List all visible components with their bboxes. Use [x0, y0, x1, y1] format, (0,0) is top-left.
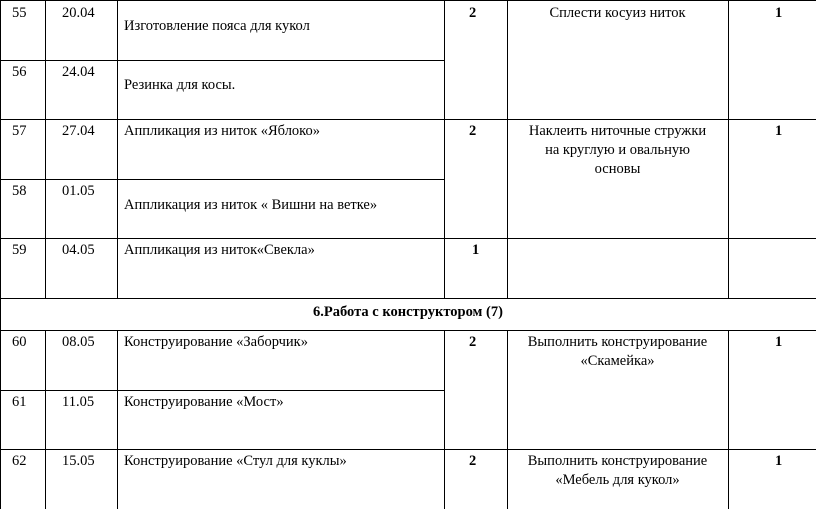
row-number: 55: [12, 5, 27, 21]
score-cell: 1: [775, 5, 783, 21]
row-border: [0, 119, 816, 120]
row-topic: Конструирование «Стул для куклы»: [124, 453, 347, 469]
hours-cell: 2: [469, 5, 477, 21]
task-line: «Мебель для кукол»: [555, 472, 680, 488]
row-number: 59: [12, 242, 27, 258]
row-date: 08.05: [62, 334, 95, 350]
row-border: [0, 179, 444, 180]
row-number: 60: [12, 334, 27, 350]
score-cell: 1: [775, 453, 783, 469]
row-number: 62: [12, 453, 27, 469]
task-line: Выполнить конструирование: [527, 334, 708, 350]
row-border: [0, 298, 816, 299]
col-border: [444, 330, 445, 509]
section-title: 6.Работа с конструктором (7): [313, 304, 503, 320]
row-date: 24.04: [62, 64, 95, 80]
hours-cell: 2: [469, 334, 477, 350]
row-topic: Аппликация из ниток«Свекла»: [124, 242, 315, 258]
row-number: 57: [12, 123, 27, 139]
task-line: основы: [594, 161, 641, 177]
row-border: [0, 390, 444, 391]
row-border: [0, 60, 444, 61]
row-date: 27.04: [62, 123, 95, 139]
score-cell: 1: [775, 334, 783, 350]
col-border: [117, 330, 118, 509]
row-date: 15.05: [62, 453, 95, 469]
row-topic: Аппликация из ниток « Вишни на ветке»: [124, 197, 378, 213]
row-topic: Конструирование «Мост»: [124, 394, 284, 410]
hours-cell: 1: [472, 242, 480, 258]
col-border: [728, 0, 729, 298]
col-border: [444, 0, 445, 298]
row-border: [0, 330, 816, 331]
task-cell: Сплести косуиз ниток: [549, 5, 686, 21]
row-date: 11.05: [62, 394, 95, 410]
row-border: [0, 0, 816, 1]
task-line: Выполнить конструирование: [527, 453, 708, 469]
col-border: [0, 0, 1, 509]
col-border: [45, 0, 46, 298]
col-border: [117, 0, 118, 298]
row-number: 61: [12, 394, 27, 410]
col-border: [45, 330, 46, 509]
row-date: 04.05: [62, 242, 95, 258]
row-date: 20.04: [62, 5, 95, 21]
row-number: 58: [12, 183, 27, 199]
task-line: Наклеить ниточные стружки: [528, 123, 707, 139]
row-topic: Конструирование «Заборчик»: [124, 334, 308, 350]
hours-cell: 2: [469, 123, 477, 139]
task-line: на круглую и овальную: [545, 142, 690, 158]
row-number: 56: [12, 64, 27, 80]
hours-cell: 2: [469, 453, 477, 469]
row-border: [0, 238, 816, 239]
task-line: «Скамейка»: [580, 353, 655, 369]
row-date: 01.05: [62, 183, 95, 199]
row-topic: Резинка для косы.: [124, 77, 236, 93]
row-topic: Изготовление пояса для кукол: [124, 18, 310, 34]
row-border: [0, 449, 816, 450]
score-cell: 1: [775, 123, 783, 139]
row-topic: Аппликация из ниток «Яблоко»: [124, 123, 320, 139]
col-border: [728, 330, 729, 509]
